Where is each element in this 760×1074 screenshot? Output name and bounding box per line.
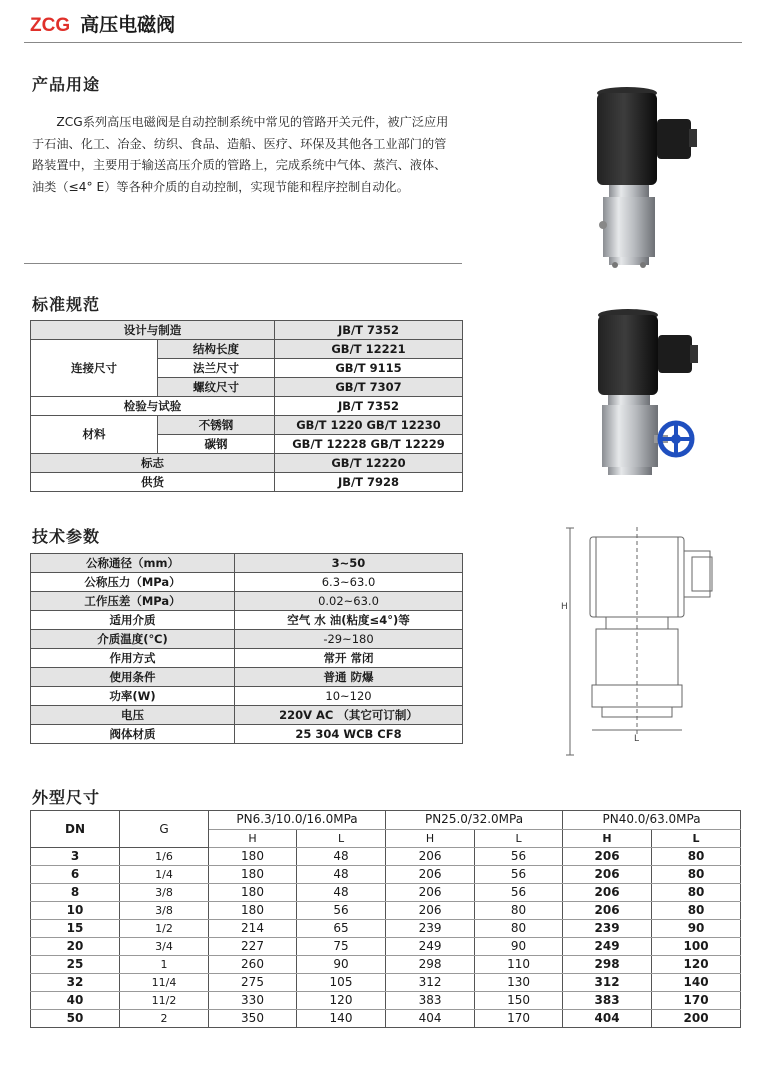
design-label: 设计与制造 <box>31 321 275 340</box>
param-label: 作用方式 <box>31 649 235 668</box>
table-row <box>31 397 463 416</box>
cell-h3: 206 <box>563 848 652 866</box>
cell-l1: 48 <box>297 866 386 884</box>
param-label: 适用介质 <box>31 611 235 630</box>
dims-title: 外型尺寸 <box>32 788 101 807</box>
table-row <box>31 340 463 359</box>
cell-dn: 15 <box>31 920 120 938</box>
param-label: 电压 <box>31 706 235 725</box>
usage-title: 产品用途 <box>32 75 101 94</box>
cell-h1: 214 <box>209 920 297 938</box>
sub-h-header: H <box>209 829 297 848</box>
cell-l1: 56 <box>297 902 386 920</box>
cell-h2: 312 <box>386 974 475 992</box>
table-row <box>31 416 463 435</box>
cell-h3: 206 <box>563 902 652 920</box>
param-value: 25 304 WCB CF8 <box>235 725 463 744</box>
param-value: 6.3~63.0 <box>235 573 463 592</box>
table-row <box>31 992 741 1010</box>
cell-g: 11/4 <box>120 974 209 992</box>
param-value: 普通 防爆 <box>235 668 463 687</box>
cell-h3: 206 <box>563 884 652 902</box>
brand-code: ZCG <box>30 15 71 36</box>
cell-g: 3/8 <box>120 902 209 920</box>
param-label: 公称通径（mm） <box>31 554 235 573</box>
cell-l2: 90 <box>475 938 563 956</box>
cell-h3: 249 <box>563 938 652 956</box>
cell-h2: 383 <box>386 992 475 1010</box>
connection-sub-value: GB/T 12221 <box>275 340 463 359</box>
table-row <box>31 725 463 744</box>
cell-g: 1 <box>120 956 209 974</box>
param-value: 空气 水 油(粘度≤4°)等 <box>235 611 463 630</box>
cell-g: 3/4 <box>120 938 209 956</box>
page-header <box>30 10 175 37</box>
cell-l1: 65 <box>297 920 386 938</box>
table-header-row <box>31 811 741 830</box>
dimension-h-label: H <box>561 602 568 612</box>
sub-l-header: L <box>297 829 386 848</box>
table-row <box>31 687 463 706</box>
cell-l3: 80 <box>652 848 741 866</box>
param-label: 使用条件 <box>31 668 235 687</box>
cell-l1: 140 <box>297 1010 386 1028</box>
param-label: 工作压差（MPa） <box>31 592 235 611</box>
connection-label: 连接尺寸 <box>31 340 158 397</box>
cell-h1: 330 <box>209 992 297 1010</box>
table-row <box>31 321 463 340</box>
cell-dn: 8 <box>31 884 120 902</box>
cell-dn: 40 <box>31 992 120 1010</box>
group-header-2: PN25.0/32.0MPa <box>386 811 563 830</box>
design-value: JB/T 7352 <box>275 321 463 340</box>
param-value: 0.02~63.0 <box>235 592 463 611</box>
cell-h1: 180 <box>209 848 297 866</box>
page-title: 高压电磁阀 <box>80 14 176 36</box>
section-rule <box>24 263 462 264</box>
param-value: 常开 常闭 <box>235 649 463 668</box>
param-label: 公称压力（MPa） <box>31 573 235 592</box>
table-row <box>31 592 463 611</box>
standards-title: 标准规范 <box>32 295 101 314</box>
cell-dn: 3 <box>31 848 120 866</box>
cell-h2: 206 <box>386 848 475 866</box>
cell-h1: 180 <box>209 866 297 884</box>
param-value: 10~120 <box>235 687 463 706</box>
cell-h3: 404 <box>563 1010 652 1028</box>
cell-dn: 32 <box>31 974 120 992</box>
cell-g: 1/4 <box>120 866 209 884</box>
table-row <box>31 974 741 992</box>
param-value: -29~180 <box>235 630 463 649</box>
tech-table <box>30 553 463 744</box>
table-row <box>31 902 741 920</box>
table-row <box>31 848 741 866</box>
supply-value: JB/T 7928 <box>275 473 463 492</box>
dimension-l-label: L <box>634 734 640 744</box>
cell-dn: 50 <box>31 1010 120 1028</box>
cell-h3: 312 <box>563 974 652 992</box>
cell-h3: 383 <box>563 992 652 1010</box>
cell-l2: 80 <box>475 920 563 938</box>
table-row <box>31 938 741 956</box>
group-header-3: PN40.0/63.0MPa <box>563 811 741 830</box>
connection-sub-label: 结构长度 <box>158 340 275 359</box>
dimension-drawing <box>548 525 738 765</box>
table-row <box>31 630 463 649</box>
tech-title: 技术参数 <box>32 527 101 546</box>
sub-h-header: H <box>563 829 652 848</box>
cell-l1: 75 <box>297 938 386 956</box>
cell-h3: 206 <box>563 866 652 884</box>
table-row <box>31 1010 741 1028</box>
sub-l-header: L <box>475 829 563 848</box>
cell-l3: 80 <box>652 884 741 902</box>
cell-l2: 170 <box>475 1010 563 1028</box>
table-row <box>31 454 463 473</box>
cell-l2: 150 <box>475 992 563 1010</box>
cell-h1: 260 <box>209 956 297 974</box>
inspection-value: JB/T 7352 <box>275 397 463 416</box>
cell-l3: 90 <box>652 920 741 938</box>
cell-h2: 239 <box>386 920 475 938</box>
param-value: 3~50 <box>235 554 463 573</box>
cell-h2: 249 <box>386 938 475 956</box>
col-g-header: G <box>120 811 209 848</box>
cell-l3: 80 <box>652 902 741 920</box>
inspection-label: 检验与试验 <box>31 397 275 416</box>
cell-h2: 404 <box>386 1010 475 1028</box>
table-row <box>31 611 463 630</box>
connection-sub-value: GB/T 9115 <box>275 359 463 378</box>
marking-label: 标志 <box>31 454 275 473</box>
cell-dn: 25 <box>31 956 120 974</box>
material-sub-value: GB/T 1220 GB/T 12230 <box>275 416 463 435</box>
cell-l3: 200 <box>652 1010 741 1028</box>
cell-l2: 56 <box>475 884 563 902</box>
cell-h1: 350 <box>209 1010 297 1028</box>
cell-dn: 20 <box>31 938 120 956</box>
connection-sub-label: 法兰尺寸 <box>158 359 275 378</box>
connection-sub-label: 螺纹尺寸 <box>158 378 275 397</box>
cell-g: 11/2 <box>120 992 209 1010</box>
param-label: 阀体材质 <box>31 725 235 744</box>
valve-photo-2 <box>580 305 740 485</box>
standards-table <box>30 320 463 492</box>
cell-l2: 56 <box>475 866 563 884</box>
supply-label: 供货 <box>31 473 275 492</box>
param-label: 介质温度(℃) <box>31 630 235 649</box>
cell-h1: 180 <box>209 902 297 920</box>
cell-l3: 100 <box>652 938 741 956</box>
cell-l1: 120 <box>297 992 386 1010</box>
dimensions-table <box>30 810 741 1028</box>
cell-l2: 56 <box>475 848 563 866</box>
usage-text: ZCG系列高压电磁阀是自动控制系统中常见的管路开关元件，被广泛应用于石油、化工、冶金、纺织、食品、造船、医疗、环保及其他各工业部门的管路装置中，主要用于输送高压介质的管路上，完成系统中气体、蒸汽、液体、油类（≤4° E）等各种介质的自动控制，实现节能和程序控制自动化。 <box>32 115 449 194</box>
cell-h2: 206 <box>386 884 475 902</box>
table-row <box>31 573 463 592</box>
cell-h1: 180 <box>209 884 297 902</box>
cell-l3: 170 <box>652 992 741 1010</box>
cell-g: 2 <box>120 1010 209 1028</box>
cell-l2: 110 <box>475 956 563 974</box>
marking-value: GB/T 12220 <box>275 454 463 473</box>
cell-l1: 48 <box>297 884 386 902</box>
cell-g: 1/6 <box>120 848 209 866</box>
table-row <box>31 473 463 492</box>
connection-sub-value: GB/T 7307 <box>275 378 463 397</box>
material-sub-label: 碳钢 <box>158 435 275 454</box>
table-row <box>31 554 463 573</box>
group-header-1: PN6.3/10.0/16.0MPa <box>209 811 386 830</box>
cell-h1: 275 <box>209 974 297 992</box>
cell-l2: 130 <box>475 974 563 992</box>
header-rule <box>24 42 742 43</box>
table-row <box>31 706 463 725</box>
cell-l1: 90 <box>297 956 386 974</box>
param-value: 220V AC （其它可订制） <box>235 706 463 725</box>
cell-l3: 140 <box>652 974 741 992</box>
cell-g: 3/8 <box>120 884 209 902</box>
param-label: 功率(W) <box>31 687 235 706</box>
cell-h2: 298 <box>386 956 475 974</box>
cell-g: 1/2 <box>120 920 209 938</box>
cell-l3: 120 <box>652 956 741 974</box>
cell-h3: 298 <box>563 956 652 974</box>
col-dn-header: DN <box>31 811 120 848</box>
cell-dn: 10 <box>31 902 120 920</box>
table-row <box>31 668 463 687</box>
material-label: 材料 <box>31 416 158 454</box>
table-row <box>31 884 741 902</box>
table-row <box>31 956 741 974</box>
cell-h1: 227 <box>209 938 297 956</box>
table-row <box>31 866 741 884</box>
valve-photo-1 <box>575 85 735 270</box>
material-sub-value: GB/T 12228 GB/T 12229 <box>275 435 463 454</box>
cell-h2: 206 <box>386 866 475 884</box>
sub-h-header: H <box>386 829 475 848</box>
cell-l3: 80 <box>652 866 741 884</box>
cell-l2: 80 <box>475 902 563 920</box>
cell-h3: 239 <box>563 920 652 938</box>
material-sub-label: 不锈钢 <box>158 416 275 435</box>
cell-dn: 6 <box>31 866 120 884</box>
cell-h2: 206 <box>386 902 475 920</box>
table-row <box>31 920 741 938</box>
cell-l1: 48 <box>297 848 386 866</box>
table-row <box>31 649 463 668</box>
cell-l1: 105 <box>297 974 386 992</box>
sub-l-header: L <box>652 829 741 848</box>
